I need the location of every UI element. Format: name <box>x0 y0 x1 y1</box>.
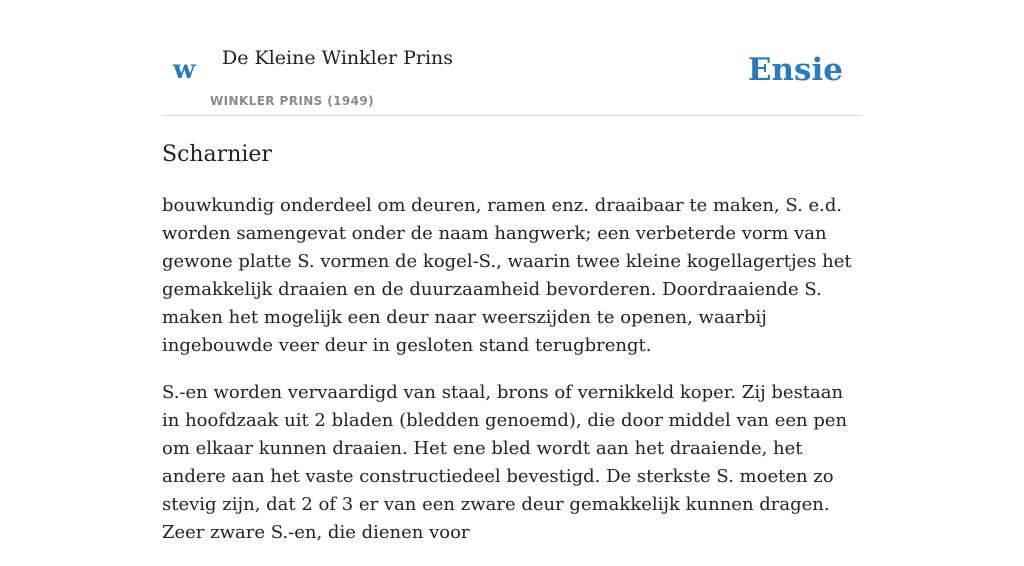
source-title[interactable]: De Kleine Winkler Prins <box>222 47 454 69</box>
page <box>162 0 862 543</box>
article-title: Scharnier <box>162 142 272 167</box>
ensie-logo[interactable]: Ensie <box>747 52 843 88</box>
article-paragraph: bouwkundig onderdeel om deuren, ramen enz. draaibaar te maken, S. e.d. worden samengevat onder de naam hangwerk; een verbeterde vorm van gewone platte S. vormen de kogel-S., waarin twee kleine kogellagertjes het gemakkelijk draaien en de duurzaamheid bevorderen. Doordraaiende S. maken het mogelijk een deur naar weerszijden te openen, waarbij ingebouwde veer deur in gesloten stand terugbrengt. <box>162 195 852 356</box>
header <box>162 0 862 116</box>
article-body <box>162 192 862 566</box>
winkler-prins-logo[interactable]: w <box>173 55 196 85</box>
article-paragraph: S.-en worden vervaardigd van staal, brons of vernikkeld koper. Zij bestaan in hoofdzaak uit 2 bladen (bledden genoemd), die door middel van een pen om elkaar kunnen draaien. Het ene bled wordt aan het draaiende, het andere aan het vaste constructiedeel bevestigd. De sterkste S. moeten zo stevig zijn, dat 2 of 3 er van een zware deur gemakkelijk kunnen dragen. Zeer zware S.-en, die dienen voor <box>162 382 848 543</box>
source-subtitle: WINKLER PRINS (1949) <box>210 94 375 108</box>
